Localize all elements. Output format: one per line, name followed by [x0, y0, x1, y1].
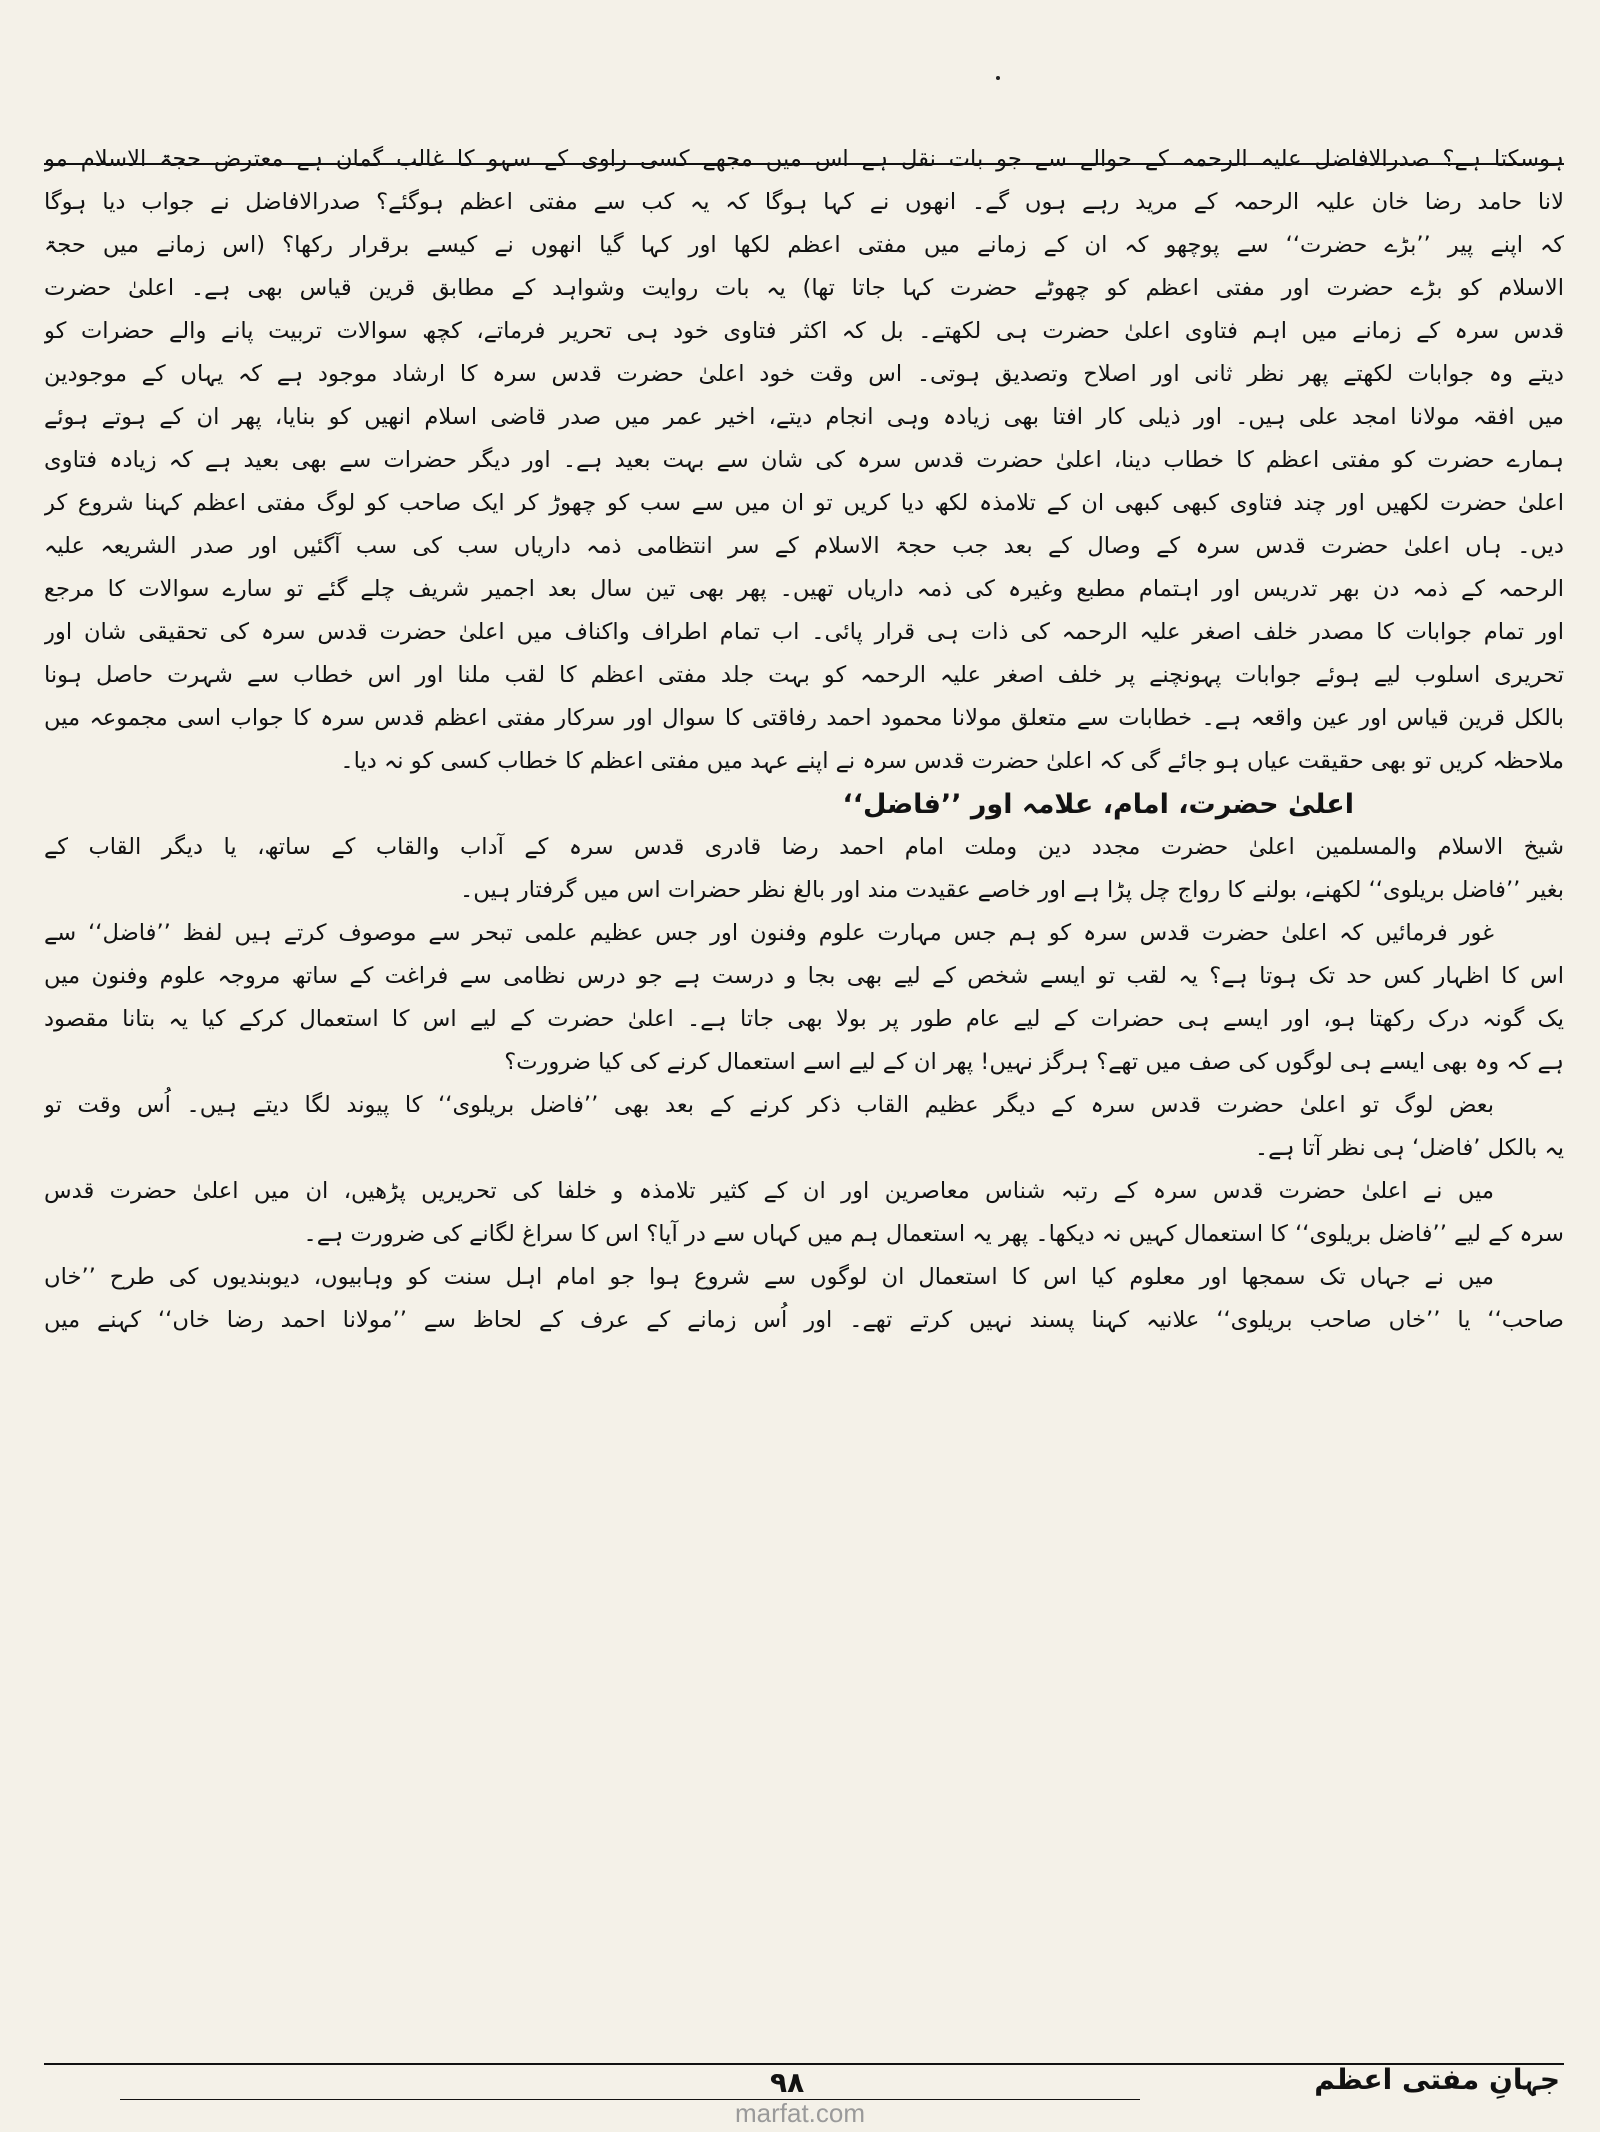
text-line: شیخ الاسلام والمسلمین اعلیٰ حضرت مجدد دین وملت امام احمد رضا قادری قدس سرہ کے آداب والقاب کے ساتھ، یا دیگر القاب کے: [44, 834, 1564, 860]
text-line: ہمارے حضرت کو مفتی اعظم کا خطاب دینا، اعلیٰ حضرت قدس سرہ کی شان سے بہت بعید ہے۔ اور دیگر حضرات سے بھی بعید ہے کہ زیادہ فتاوی: [44, 447, 1564, 473]
text-line: بعض لوگ تو اعلیٰ حضرت قدس سرہ کے دیگر عظیم القاب ذکر کرنے کے بعد بھی ’’فاضل بریلوی‘‘ کا پیوند لگا دیتے ہیں۔ اُس وقت تو: [44, 1092, 1494, 1118]
text-line: یک گونہ درک رکھتا ہو، اور ایسے ہی حضرات کے لیے عام طور پر بولا بھی جاتا ہے۔ اعلیٰ حضرت کے لیے اس کا استعمال کرکے کیا یہ بتانا مقصود: [44, 1006, 1564, 1032]
text-line: اعلیٰ حضرت لکھیں اور چند فتاوی کبھی کبھی ان کے تلامذہ لکھ دیا کریں تو ان میں سے سب کو چھوڑ کر ایک صاحب کو لوگ مفتی اعظم کہنا شروع کر: [44, 490, 1564, 516]
text-line: صاحب‘‘ یا ’’خاں صاحب بریلوی‘‘ علانیہ کہنا پسند نہیں کرتے تھے۔ اور اُس زمانے کے عرف کے لحاظ سے ’’مولانا احمد رضا خاں‘‘ کہنے میں: [44, 1307, 1564, 1333]
text-line: میں نے جہاں تک سمجھا اور معلوم کیا اس کا استعمال ان لوگوں سے شروع ہوا جو امام اہل سنت کو وہابیوں، دیوبندیوں کی طرح ’’خاں: [44, 1264, 1494, 1290]
text-line: دیتے وہ جوابات لکھتے پھر نظر ثانی اور اصلاح وتصدیق ہوتی۔ اس وقت خود اعلیٰ حضرت قدس سرہ کا ارشاد موجود ہے کہ یہاں کے موجودین: [44, 361, 1564, 387]
text-line: یہ بالکل ’فاضل‘ ہی نظر آتا ہے۔: [1254, 1135, 1564, 1161]
text-line: بغیر ’’فاضل بریلوی‘‘ لکھنے، بولنے کا رواج چل پڑا ہے اور خاصے عقیدت مند اور بالغ نظر حضرات اس میں گرفتار ہیں۔: [460, 877, 1564, 903]
watermark: marfat.com: [734, 2098, 866, 2128]
text-line: غور فرمائیں کہ اعلیٰ حضرت قدس سرہ کو ہم جس مہارت علوم وفنون اور جس عظیم علمی تبحر سے موصوف کرتے ہیں لفظ ’’فاضل‘‘ سے: [44, 920, 1494, 946]
text-line: ہے کہ وہ بھی ایسے ہی لوگوں کی صف میں تھے؟ ہرگز نہیں! پھر ان کے لیے اسے استعمال کرنے کی کیا ضرورت؟: [504, 1049, 1564, 1075]
text-line: میں نے اعلیٰ حضرت قدس سرہ کے رتبہ شناس معاصرین اور ان کے کثیر تلامذہ و خلفا کی تحریریں پڑھیں، ان میں اعلیٰ حضرت قدس: [44, 1178, 1494, 1204]
page-body: [44, 138, 1564, 2048]
text-line: میں افقہ مولانا امجد علی ہیں۔ اور ذیلی کار افتا بھی زیادہ وہی انجام دیتے، اخیر عمر میں صدر قاضی اسلام انھیں کو بنایا، پھر ان کے ہوتے ہوئے: [44, 404, 1564, 430]
text-line: الاسلام کو بڑے حضرت اور مفتی اعظم کو چھوٹے حضرت کہا جاتا تھا) یہ بات روایت وشواہد کے مطابق قرین قیاس بھی ہے۔ اعلیٰ حضرت: [44, 275, 1564, 301]
text-line: لانا حامد رضا خان علیہ الرحمہ کے مرید رہے ہوں گے۔ انھوں نے کہا ہوگا کہ یہ کب سے مفتی اعظم ہوگئے؟ صدرالافاضل نے جواب دیا ہوگا: [44, 189, 1564, 215]
text-line: ملاحظہ کریں تو بھی حقیقت عیاں ہو جائے گی کہ اعلیٰ حضرت قدس سرہ نے اپنے عہد میں مفتی اعظم کا خطاب کسی کو نہ دیا۔: [340, 748, 1564, 774]
ink-speck: [996, 76, 1000, 80]
text-line: اور تمام جوابات کا مصدر خلف اصغر علیہ الرحمہ کی ذات ہی قرار پائی۔ اب تمام اطراف واکناف میں اعلیٰ حضرت قدس سرہ کی تحقیقی شان اور: [44, 619, 1564, 645]
text-line: دیں۔ ہاں اعلیٰ حضرت قدس سرہ کے وصال کے بعد جب حجۃ الاسلام کے سر انتظامی ذمہ داریاں سب کی سب آگئیں اور صدر الشریعہ علیہ: [44, 533, 1564, 559]
text-line: کہ اپنے پیر ’’بڑے حضرت‘‘ سے پوچھو کہ ان کے زمانے میں مفتی اعظم لکھا اور کہا گیا انھوں نے کیسے برقرار رکھا؟ (اس زمانے میں حجۃ: [44, 232, 1564, 258]
section-heading: اعلیٰ حضرت، امام، علامہ اور ’’فاضل‘‘: [842, 789, 1354, 820]
text-line: تحریری اسلوب لیے ہوئے جوابات پہونچنے پر خلف اصغر علیہ الرحمہ کو بہت جلد مفتی اعظم کا لقب ملنا اور اس خطاب سے شہرت حاصل ہونا: [44, 662, 1564, 688]
text-line: الرحمہ کے ذمہ دن بھر تدریس اور اہتمام مطبع وغیرہ کی ذمہ داریاں تھیں۔ پھر بھی تین سال بعد اجمیر شریف چلے گئے تو سارے سوالات کا مرجع: [44, 576, 1564, 602]
book-title: جہانِ مفتی اعظم: [1314, 2063, 1560, 2096]
text-line: سرہ کے لیے ’’فاضل بریلوی‘‘ کا استعمال کہیں نہ دیکھا۔ پھر یہ استعمال ہم میں کہاں سے در آیا؟ اس کا سراغ لگانے کی ضرورت ہے۔: [303, 1221, 1564, 1247]
text-line: قدس سرہ کے زمانے میں اہم فتاوی اعلیٰ حضرت ہی لکھتے۔ بل کہ اکثر فتاوی خود ہی تحریر فرماتے، کچھ سوالات تربیت پانے والے حضرات کو: [44, 318, 1564, 344]
page-number: ۹۸: [770, 2066, 805, 2099]
text-line: بالکل قرین قیاس اور عین واقعہ ہے۔ خطابات سے متعلق مولانا محمود احمد رفاقتی کا سوال اور سرکار مفتی اعظم قدس سرہ کا جواب اسی مجموعہ میں: [44, 705, 1564, 731]
text-line: اس کا اظہار کس حد تک ہوتا ہے؟ یہ لقب تو ایسے شخص کے لیے بھی بجا و درست ہے جو درس نظامی سے فراغت کے ساتھ مروجہ علوم وفنون میں: [44, 963, 1564, 989]
text-line: ہوسکتا ہے؟ صدرالافاضل علیہ الرحمہ کے حوالے سے جو بات نقل ہے اس میں مجھے کسی راوی کے سہو کا غالب گمان ہے معترض حجۃ الاسلام مو: [44, 146, 1564, 172]
